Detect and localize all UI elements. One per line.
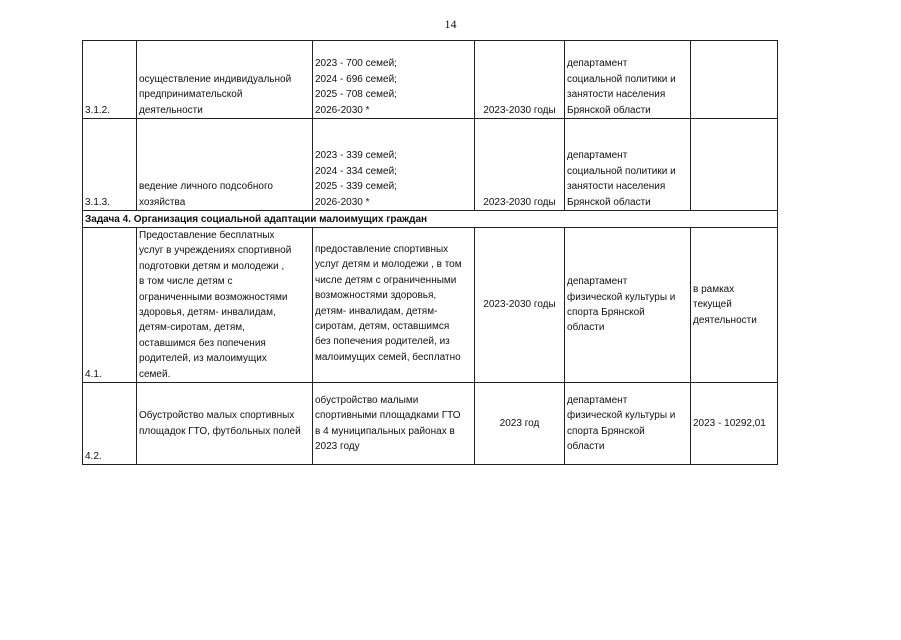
executor-cell: департамент физической культуры и спорта Брянской области	[565, 228, 691, 383]
period-cell: 2023-2030 годы	[475, 41, 565, 119]
table-row-4-1	[83, 228, 778, 383]
activity-cell: Обустройство малых спортивных площадок ГТО, футбольных полей	[137, 383, 313, 465]
executor-cell: департамент социальной политики и занятости населения Брянской области	[565, 41, 691, 119]
page-number: 14	[444, 17, 457, 31]
period-cell: 2023-2030 годы	[475, 228, 565, 383]
indicator-cell: 2023 - 339 семей; 2024 - 334 семей; 2025 - 339 семей; 2026-2030 *	[313, 119, 475, 211]
period-cell: 2023 год	[475, 383, 565, 465]
measures-table	[82, 40, 778, 465]
row-number: 3.1.3.	[83, 119, 137, 211]
indicator-cell: обустройство малыми спортивными площадками ГТО в 4 муниципальных районах в 2023 году	[313, 383, 475, 465]
table-row-3-1-3	[83, 119, 778, 211]
funding-cell	[691, 41, 778, 119]
executor-cell: департамент физической культуры и спорта Брянской области	[565, 383, 691, 465]
task-4-heading: Задача 4. Организация социальной адаптации малоимущих граждан	[83, 211, 778, 228]
task-4-row	[83, 211, 778, 228]
activity-cell: Предоставление бесплатных услуг в учреждениях спортивной подготовки детям и молодежи , в том числе детям с ограниченными возможностями здоровья, детям- инвалидам, детям-сиротам, детям, оставшимся без попечения родителей, из малоимущих семей.	[137, 228, 313, 383]
activity-cell: осуществление индивидуальной предпринимательской деятельности	[137, 41, 313, 119]
row-number: 3.1.2.	[83, 41, 137, 119]
table-row-4-2	[83, 383, 778, 465]
row-number: 4.1.	[83, 228, 137, 383]
row-number: 4.2.	[83, 383, 137, 465]
indicator-cell: предоставление спортивных услуг детям и молодежи , в том числе детям с ограниченными возможностями здоровья, детям- инвалидам, детям- сиротам, детям, оставшимся без попечения родителей, из малоимущих семей, бесплатно	[313, 228, 475, 383]
period-cell: 2023-2030 годы	[475, 119, 565, 211]
indicator-cell: 2023 - 700 семей; 2024 - 696 семей; 2025 - 708 семей; 2026-2030 *	[313, 41, 475, 119]
activity-cell: ведение личного подсобного хозяйства	[137, 119, 313, 211]
executor-cell: департамент социальной политики и занятости населения Брянской области	[565, 119, 691, 211]
funding-cell: 2023 - 10292,01	[691, 383, 778, 465]
table-row-3-1-2	[83, 41, 778, 119]
funding-cell: в рамках текущей деятельности	[691, 228, 778, 383]
funding-cell	[691, 119, 778, 211]
